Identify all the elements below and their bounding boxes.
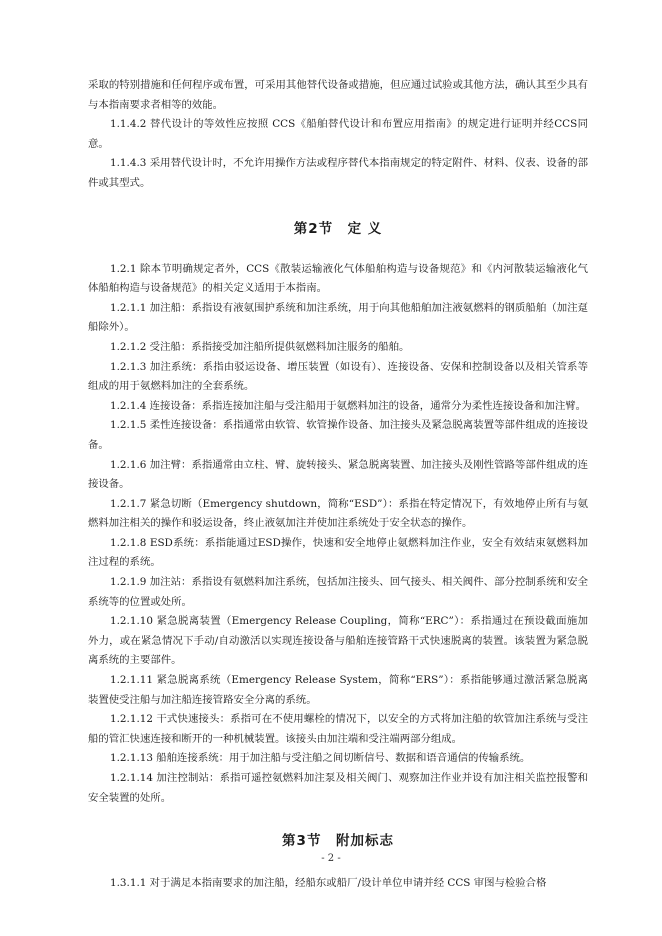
clause-1-2-1-14: 1.2.1.14 加注控制站：系指可遥控氨燃料加注泵及相关阀门、观察加注作业并设有加注相关监控报警和安全装置的处所。 <box>88 772 588 804</box>
clause-1-2-1: 1.2.1 除本节明确规定者外，CCS《散装运输液化气体船舶构造与设备规范》和《内河散装运输液化气体船舶构造与设备规范》的相关定义适用于本指南。 <box>88 262 588 295</box>
section-2-heading: 第2节 定 义 <box>293 220 383 237</box>
clause-1-2-1-1: 1.2.1.1 加注船：系指设有液氨围护系统和加注系统，用于向其他船舶加注液氨燃料的钢质船舶（加注趸船除外）。 <box>88 301 588 334</box>
clause-1-2-1-8: 1.2.1.8 ESD系统：系指能通过ESD操作，快速和安全地停止氨燃料加注作业，安全有效结束氨燃料加注过程的系统。 <box>88 536 588 569</box>
page-number: - 2 - <box>321 853 341 864</box>
clause-1-3-1-1: 1.3.1.1 对于满足本指南要求的加注船，经船东或船厂/设计单位申请并经 CCS 审图与检验合格 <box>110 877 547 890</box>
clause-1-2-1-11: 1.2.1.11 紧急脱离系统（Emergency Release System，简称“ERS”）：系指能够通过激活紧急脱离装置使受注船与加注船连接管路安全分离的系统。 <box>88 674 588 706</box>
clause-1-1-4-2: 1.1.4.2 替代设计的等效性应按照 CCS《船舶替代设计和布置应用指南》的规定进行证明并经CCS同意。 <box>88 118 588 150</box>
clause-1-2-1-10: 1.2.1.10 紧急脱离装置（Emergency Release Coupling，简称“ERC”）：系指通过在预设截面施加外力，或在紧急情况下手动/自动激活以实现连接设备与船舶连接管路干式快速脱离的装置。该装置为紧急脱离系统的主要部件。 <box>88 615 588 667</box>
clause-1-2-1-7: 1.2.1.7 紧急切断（Emergency shutdown，简称“ESD”）：系指在特定情况下，有效地停止所有与氨燃料加注相关的操作和驳运设备，终止液氨加注并使加注系统处于安全状态的操作。 <box>88 497 588 530</box>
clause-1-1-4-3: 1.1.4.3 采用替代设计时，不允许用操作方法或程序替代本指南规定的特定附件、材料、仪表、设备的部件或其型式。 <box>88 157 588 189</box>
clause-1-2-1-3: 1.2.1.3 加注系统：系指由驳运设备、增压装置（如设有）、连接设备、安保和控制设备以及相关管系等组成的用于氨燃料加注的全套系统。 <box>88 360 588 393</box>
clause-1-2-1-2: 1.2.1.2 受注船：系指接受加注船所提供氨燃料加注服务的船舶。 <box>110 340 410 353</box>
clause-1-2-1-13: 1.2.1.13 船舶连接系统：用于加注船与受注船之间切断信号、数据和语音通信的传输系统。 <box>110 752 531 765</box>
clause-1-2-1-5: 1.2.1.5 柔性连接设备：系指通常由软管、软管操作设备、加注接头及紧急脱离装置等部件组成的连接设备。 <box>88 419 588 451</box>
page-content <box>88 76 588 894</box>
clause-1-2-1-4: 1.2.1.4 连接设备：系指连接加注船与受注船用于氨燃料加注的设备，通常分为柔性连接设备和加注臂。 <box>110 399 587 412</box>
clause-1-2-1-12: 1.2.1.12 干式快速接头：系指可在不使用螺栓的情况下，以安全的方式将加注船的软管加注系统与受注船的管汇快速连接和断开的一种机械装置。该接头由加注端和受注端两部分组成。 <box>88 713 588 745</box>
clause-1-2-1-9: 1.2.1.9 加注站：系指设有氨燃料加注系统，包括加注接头、回气接头、相关阀件、部分控制系统和安全系统等的位置或处所。 <box>88 576 588 608</box>
section-3-heading: 第3节 附加标志 <box>282 833 394 850</box>
intro-paragraph-1: 采取的特别措施和任何程序或布置，可采用其他替代设备或措施，但应通过试验或其他方法，确认其至少具有与本指南要求者相等的效能。 <box>88 79 588 111</box>
clause-1-2-1-6: 1.2.1.6 加注臂：系指通常由立柱、臂、旋转接头、紧急脱离装置、加注接头及刚性管路等部件组成的连接设备。 <box>88 458 588 491</box>
